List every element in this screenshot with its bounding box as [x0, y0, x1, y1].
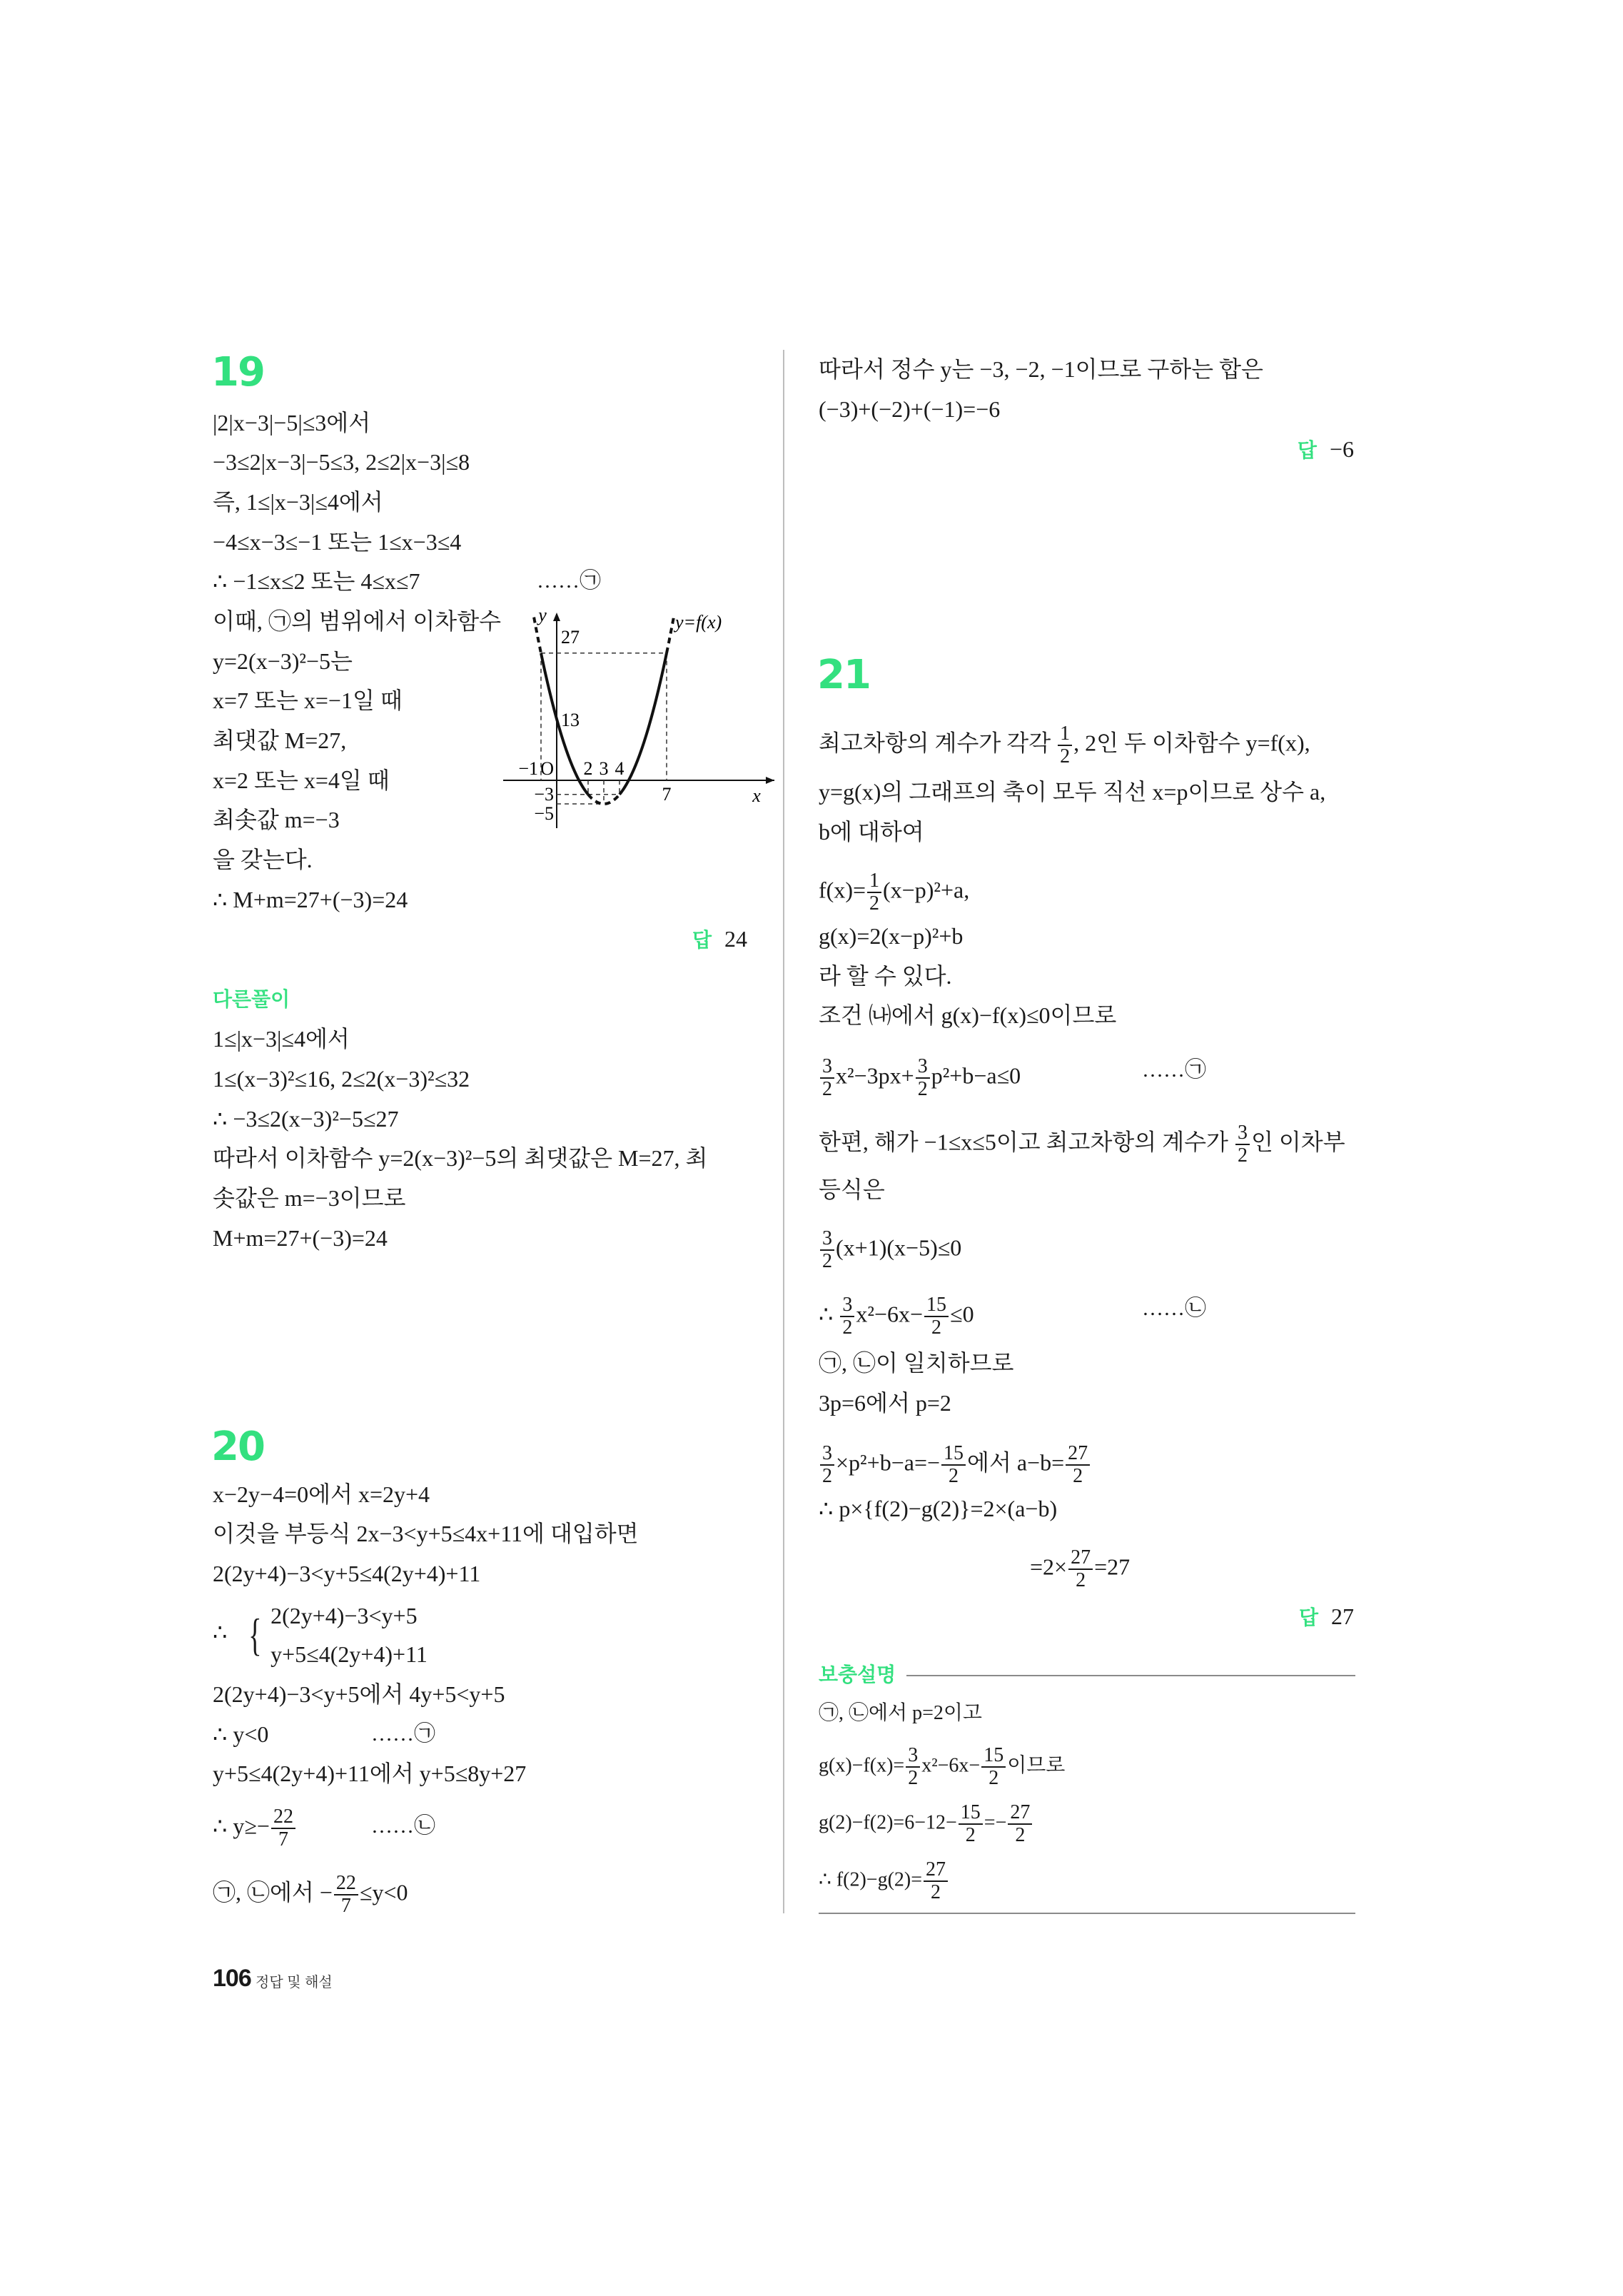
fraction: $\frac{27}{2}$	[1066, 1443, 1090, 1487]
brace-symbol: {	[248, 1609, 262, 1660]
answer-label: 답	[1298, 1606, 1318, 1629]
text-segment: g(x)−f(x)=	[819, 1754, 905, 1777]
solution-line: |2|x−3|−5|≤3에서	[213, 410, 371, 435]
text-segment: x²−6x−	[921, 1754, 981, 1777]
text-segment: 최고차항의 계수가 각각	[819, 730, 1057, 756]
label-7: 7	[662, 784, 672, 805]
solution-line	[1030, 1547, 1130, 1591]
system-row: 2(2y+4)−3<y+5	[270, 1603, 418, 1628]
text-segment: 한편, 해가 −1≤x≤5이고 최고차항의 계수가	[819, 1129, 1234, 1155]
text-segment: ×p²+b−a=−	[836, 1449, 941, 1476]
solution-line: ∴ y<0	[213, 1721, 269, 1747]
label-minus3: −3	[534, 783, 554, 805]
text-segment: g(2)−f(2)=6−12−	[819, 1811, 957, 1834]
answer-value: 27	[1331, 1603, 1354, 1629]
text-segment: (x+1)(x−5)≤0	[836, 1234, 962, 1261]
system-rows	[270, 1596, 428, 1673]
alt-solution-line: 1≤(x−3)²≤16, 2≤2(x−3)²≤32	[213, 1066, 470, 1092]
system-row: y+5≤4(2y+4)+11	[270, 1641, 428, 1667]
text-segment: ㉠, ㉡에서 −	[213, 1879, 333, 1905]
solution-line	[819, 1122, 1345, 1167]
page-number: 106	[213, 1965, 251, 1992]
solution-line: 을 갖는다.	[213, 847, 313, 872]
fraction: $\frac{27}{2}$	[1068, 1547, 1093, 1591]
answer-label: 답	[1297, 438, 1317, 462]
inequality-system	[213, 1596, 428, 1673]
fraction: $\frac{3}{2}$	[840, 1294, 854, 1339]
solution-line	[819, 723, 1310, 767]
fraction: $\frac{22}{7}$	[271, 1806, 295, 1851]
equation-marker: ……㉡	[1142, 1296, 1206, 1320]
fraction: $\frac{3}{2}$	[820, 1056, 834, 1100]
fraction: $\frac{3}{2}$	[906, 1745, 920, 1789]
solution-line: ∴ M+m=27+(−3)=24	[213, 887, 408, 912]
text-segment: p²+b−a≤0	[931, 1062, 1021, 1089]
supplementary-top-rule	[906, 1675, 1355, 1676]
supplementary-line	[819, 1802, 1033, 1846]
text-segment: ≤y<0	[359, 1879, 408, 1905]
fraction: $\frac{22}{7}$	[334, 1873, 358, 1917]
equation-marker: ……㉡	[371, 1814, 435, 1838]
solution-line: (−3)+(−2)+(−1)=−6	[819, 396, 1001, 422]
parabola-dashed-right	[667, 618, 674, 653]
fraction: $\frac{3}{2}$	[916, 1056, 930, 1100]
solution-line: 2(2y+4)−3<y+5에서 4y+5<y+5	[213, 1681, 505, 1707]
y-axis-arrow	[553, 613, 560, 621]
solution-line: ㉠, ㉡이 일치하므로	[819, 1350, 1014, 1376]
column-divider	[783, 350, 784, 1913]
solution-line	[819, 1056, 1021, 1100]
text-segment: ∴ f(2)−g(2)=	[819, 1868, 923, 1891]
origin-label: O	[540, 758, 554, 779]
solution-line: y=g(x)의 그래프의 축이 모두 직선 x=p이므로 상수 a,	[819, 779, 1326, 805]
solution-line: x−2y−4=0에서 x=2y+4	[213, 1481, 430, 1507]
solution-line: y+5≤4(2y+4)+11에서 y+5≤8y+27	[213, 1761, 527, 1786]
problem-number-21: 21	[817, 652, 870, 698]
alt-solution-line: ∴ −3≤2(x−3)²−5≤27	[213, 1106, 399, 1132]
text-segment: 에서 a−b=	[967, 1449, 1065, 1476]
label-27: 27	[561, 626, 580, 648]
answer-value: 24	[724, 926, 747, 952]
y-axis-label: y	[538, 607, 547, 625]
fraction: $\frac{3}{2}$	[820, 1443, 834, 1487]
text-segment: x²−3px+	[836, 1062, 914, 1089]
x-axis-arrow	[766, 777, 774, 784]
solution-line: 이때, ㉠의 범위에서 이차함수	[213, 608, 502, 634]
parabola-solid-right	[620, 653, 667, 795]
answer-20	[1298, 436, 1354, 463]
solution-line: −3≤2|x−3|−5≤3, 2≤2|x−3|≤8	[213, 449, 470, 475]
solution-line: 라 할 수 있다.	[819, 963, 952, 989]
solution-line: −4≤x−3≤−1 또는 1≤x−3≤4	[213, 529, 462, 555]
answer-19	[692, 926, 747, 953]
text-segment: ∴	[819, 1301, 839, 1327]
fraction: $\frac{3}{2}$	[820, 1228, 834, 1272]
problem-number-19: 19	[211, 349, 264, 396]
solution-line: 즉, 1≤|x−3|≤4에서	[213, 489, 383, 515]
solution-line: 이것을 부등식 2x−3<y+5≤4x+11에 대입하면	[213, 1521, 639, 1546]
therefore-symbol: ∴	[213, 1619, 228, 1646]
fraction: $\frac{15}{2}$	[981, 1745, 1006, 1789]
solution-line	[819, 1443, 1091, 1487]
solution-line: 따라서 정수 y는 −3, −2, −1이므로 구하는 합은	[819, 356, 1263, 382]
text-segment: =2×	[1030, 1554, 1068, 1580]
solution-line: x=7 또는 x=−1일 때	[213, 688, 403, 713]
alt-solution-line: 따라서 이차함수 y=2(x−3)²−5의 최댓값은 M=27, 최	[213, 1145, 708, 1171]
fraction: $\frac{1}{2}$	[867, 870, 881, 915]
solution-line: 3p=6에서 p=2	[819, 1390, 951, 1416]
answer-label: 답	[692, 928, 712, 952]
alternative-solution-title: 다른풀이	[213, 987, 290, 1011]
supplementary-bottom-rule	[819, 1913, 1355, 1914]
solution-line: ∴ p×{f(2)−g(2)}=2×(a−b)	[819, 1496, 1058, 1521]
fraction: $\frac{15}{2}$	[941, 1443, 966, 1487]
supplementary-line: ㉠, ㉡에서 p=2이고	[819, 1702, 982, 1724]
supplementary-line	[819, 1745, 1065, 1789]
solution-line	[819, 870, 969, 915]
label-4: 4	[615, 758, 625, 779]
alt-solution-line: 1≤|x−3|≤4에서	[213, 1026, 350, 1052]
text-segment: =−	[984, 1811, 1007, 1834]
solution-line: 최솟값 m=−3	[213, 807, 340, 832]
text-segment: (x−p)²+a,	[883, 877, 970, 903]
solution-line: g(x)=2(x−p)²+b	[819, 923, 964, 949]
solution-line: 조건 ㈏에서 g(x)−f(x)≤0이므로	[819, 1002, 1117, 1028]
alt-solution-line: 솟값은 m=−3이므로	[213, 1185, 406, 1211]
text-segment: x²−6x−	[856, 1301, 924, 1327]
label-2: 2	[583, 758, 593, 779]
fraction: $\frac{15}{2}$	[959, 1802, 983, 1846]
fraction: $\frac{15}{2}$	[924, 1294, 949, 1339]
alt-solution-line: M+m=27+(−3)=24	[213, 1225, 388, 1251]
parabola-graph	[500, 607, 785, 842]
text-segment: f(x)=	[819, 877, 866, 903]
x-axis-label: x	[752, 785, 761, 806]
answer-value: −6	[1329, 436, 1354, 462]
fraction: $\frac{27}{2}$	[1008, 1802, 1032, 1846]
label-minus1: −1	[518, 758, 538, 779]
fraction: $\frac{27}{2}$	[924, 1859, 948, 1903]
solution-line	[213, 1806, 297, 1851]
solution-line	[819, 1228, 961, 1272]
problem-number-20: 20	[211, 1424, 264, 1470]
label-3: 3	[599, 758, 609, 779]
supplementary-title: 보충설명	[819, 1663, 896, 1686]
solution-line: 최댓값 M=27,	[213, 727, 347, 753]
supplementary-line	[819, 1859, 949, 1903]
equation-marker: ……㉠	[1142, 1058, 1206, 1082]
solution-line: 2(2y+4)−3<y+5≤4(2y+4)+11	[213, 1561, 481, 1586]
answer-21	[1299, 1603, 1354, 1631]
text-segment: =27	[1094, 1554, 1131, 1580]
text-segment: ≤0	[950, 1301, 974, 1327]
text-segment: 인 이차부	[1250, 1129, 1345, 1155]
solution-line: x=2 또는 x=4일 때	[213, 767, 390, 793]
label-minus5: −5	[534, 803, 554, 824]
label-13: 13	[561, 710, 580, 731]
equation-marker: ……㉠	[371, 1722, 435, 1746]
equation-marker: ……㉠	[537, 569, 601, 593]
fraction: $\frac{3}{2}$	[1235, 1122, 1250, 1167]
solution-line: y=2(x−3)²−5는	[213, 648, 353, 674]
text-segment: 이므로	[1007, 1754, 1066, 1777]
solution-line: b에 대하여	[819, 819, 924, 845]
fraction: $\frac{1}{2}$	[1058, 723, 1072, 767]
solution-line	[213, 1873, 408, 1917]
solution-line: 등식은	[819, 1177, 885, 1202]
solution-line	[819, 1294, 974, 1339]
text-segment: ∴ y≥−	[213, 1813, 270, 1839]
solution-line: ∴ −1≤x≤2 또는 4≤x≤7	[213, 568, 420, 594]
footer-title: 정답 및 해설	[256, 1975, 333, 1990]
curve-label: y=f(x)	[675, 612, 722, 633]
text-segment: , 2인 두 이차함수 y=f(x),	[1073, 730, 1310, 756]
